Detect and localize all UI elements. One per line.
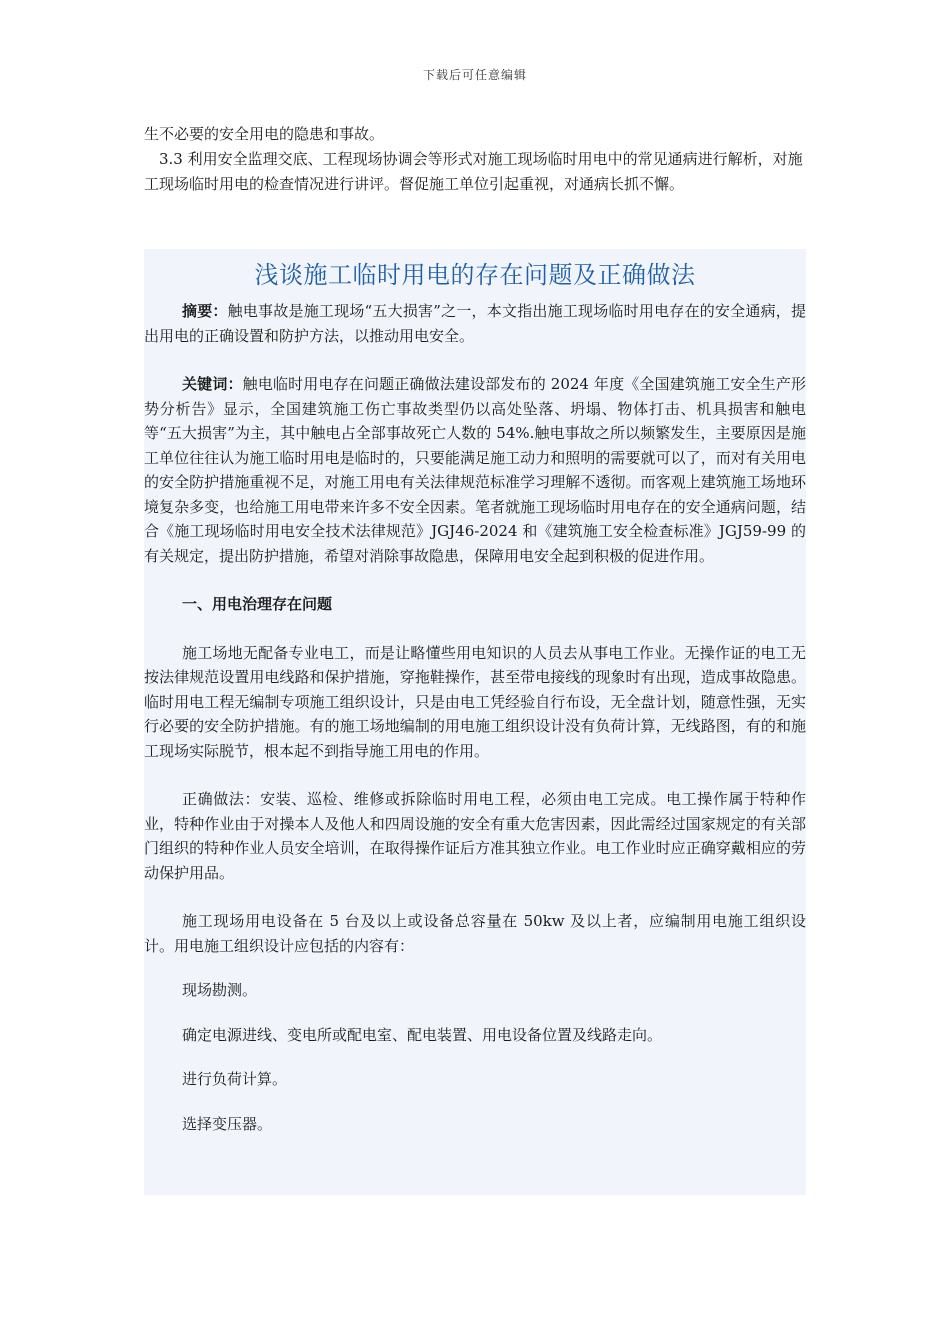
intro-line-2: 3.3 利用安全监理交底、工程现场协调会等形式对施工现场临时用电中的常见通病进行解析，对施工现场临时用电的检查情况进行讲评。督促施工单位引起重视，对通病长抓不懈。 bbox=[144, 150, 803, 193]
keywords-text: 触电临时用电存在问题正确做法建设部发布的 2024 年度《全国建筑施工安全生产形势分析告》显示，全国建筑施工伤亡事故类型仍以高处坠落、坍塌、物体打击、机具损害和触电等“五大损害”为主，其中触电占全部事故死亡人数的 54%.触电事故之所以频繁发生，主要原因是施工单位往往认为施工临时用电是临时的，只要能满足施工动力和照明的需要就可以了，而对有关用电的安全防护措施重视不足，对施工用电有关法律规范标准学习理解不透彻。而客观上建筑施工场地环境复杂多变，也给施工用电带来许多不安全因素。笔者就施工现场临时用电存在的安全通病问题，结合《施工现场临时用电安全技术法律规范》JGJ46-2024 和《建筑施工安全检查标准》JGJ59-99 的有关规定，提出防护措施，希望对消除事故隐患，保障用电安全起到积极的促进作用。 bbox=[144, 375, 806, 565]
article-title: 浅谈施工临时用电的存在问题及正确做法 bbox=[254, 261, 696, 289]
intro-line-1: 生不必要的安全用电的隐患和事故。 bbox=[144, 125, 385, 143]
page-header-note: 下载后可任意编辑 bbox=[422, 68, 527, 82]
list-item: 进行负荷计算。 bbox=[182, 1070, 288, 1088]
paragraph-1: 施工场地无配备专业电工，而是让略懂些用电知识的人员去从事电工作业。无操作证的电工无按法律规范设置用电线路和保护措施，穿拖鞋操作，甚至带电接线的现象时有出现，造成事故隐患。临时用电工程无编制专项施工组织设计，只是由电工凭经验自行布设，无全盘计划，随意性强，无实行必要的安全防护措施。有的施工场地编制的用电施工组织设计没有负荷计算，无线路图，有的和施工现场实际脱节，根本起不到指导施工用电的作用。 bbox=[144, 643, 806, 760]
section-heading-1: 一、用电治理存在问题 bbox=[182, 595, 333, 613]
keywords-paragraph bbox=[144, 372, 806, 568]
list-item: 现场勘测。 bbox=[182, 981, 258, 999]
abstract-text: 触电事故是施工现场“五大损害”之一，本文指出施工现场临时用电存在的安全通病，提出用电的正确设置和防护方法，以推动用电安全。 bbox=[144, 302, 806, 345]
article-panel bbox=[144, 249, 806, 1195]
list-item: 确定电源进线、变电所或配电室、配电装置、用电设备位置及线路走向。 bbox=[182, 1025, 663, 1044]
intro-text-block bbox=[144, 122, 810, 197]
keywords-label: 关键词： bbox=[182, 375, 243, 393]
abstract-label: 摘要： bbox=[182, 302, 228, 320]
list-item: 选择变压器。 bbox=[182, 1114, 273, 1133]
paragraph-2: 正确做法：安装、巡检、维修或拆除临时用电工程，必须由电工完成。电工操作属于特种作业，特种作业由于对操本人及他人和四周设施的安全有重大危害因素，因此需经过国家规定的有关部门组织的特种作业人员安全培训，在取得操作证后方准其独立作业。电工作业时应正确穿戴相应的劳动保护用品。 bbox=[144, 790, 806, 882]
abstract-paragraph bbox=[144, 299, 806, 348]
paragraph-3: 施工现场用电设备在 5 台及以上或设备总容量在 50kw 及以上者，应编制用电施工组织设计。用电施工组织设计应包括的内容有： bbox=[144, 912, 806, 955]
